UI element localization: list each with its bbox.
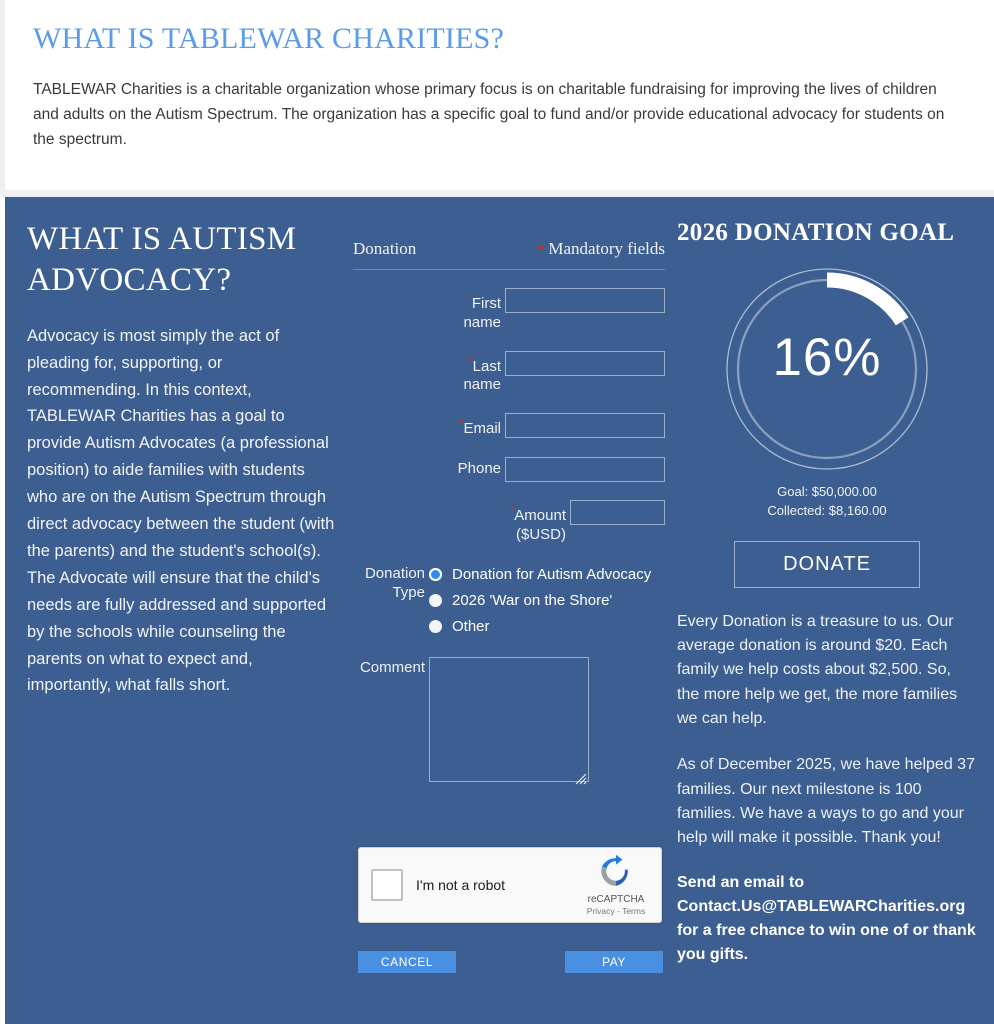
radio-option-war-on-the-shore[interactable] <box>429 592 651 609</box>
comment-textarea[interactable] <box>429 657 589 782</box>
first-name-label: *First name <box>463 291 501 331</box>
donation-panel <box>5 197 994 1024</box>
recaptcha-branding <box>579 854 661 916</box>
comment-label: Comment <box>359 659 425 677</box>
form-actions <box>358 951 663 973</box>
goal-paragraph-2: As of December 2025, we have helped 37 families. Our next milestone is 100 families. We have a ways to go and your help will make it possible. Thank you! <box>677 756 975 847</box>
advocacy-heading: WHAT IS AUTISM ADVOCACY? <box>27 221 297 298</box>
intro-paragraph: TABLEWAR Charities is a charitable organization whose primary focus is on charitable fundraising for improving the lives of children and adults on the Autism Spectrum. The organization has a specific goal to fund and/or provide educational advocacy for students on the spectrum. <box>33 80 945 148</box>
contact-email-paragraph: Send an email to Contact.Us@TABLEWARCharities.org for a free chance to win one of or thank you gifts. <box>677 873 976 964</box>
donation-type-group <box>353 564 665 635</box>
radio-unselected-icon[interactable] <box>429 594 442 607</box>
donation-form <box>353 239 665 969</box>
email-input[interactable] <box>505 413 665 438</box>
donation-progress-chart <box>677 265 977 473</box>
required-star-icon: * <box>467 353 473 368</box>
mandatory-note-label: Mandatory fields <box>548 239 665 258</box>
progress-percent-label: 16% <box>772 328 882 387</box>
goal-figures <box>677 483 977 521</box>
phone-input[interactable] <box>505 457 665 482</box>
mandatory-note <box>537 239 665 259</box>
required-star-icon: * <box>467 291 472 305</box>
goal-column <box>677 219 977 968</box>
field-row-email <box>353 413 665 439</box>
collected-amount-label: Collected: $8,160.00 <box>767 502 887 518</box>
first-name-input[interactable] <box>505 288 665 313</box>
radio-unselected-icon[interactable] <box>429 620 442 633</box>
amount-input[interactable] <box>570 500 665 525</box>
required-star-icon: * <box>509 502 515 517</box>
goal-heading: 2026 DONATION GOAL <box>677 219 955 246</box>
pay-button[interactable]: PAY <box>565 951 663 973</box>
advocacy-paragraph: Advocacy is most simply the act of pleading for, supporting, or recommending. In this context, TABLEWAR Charities has a goal to provide Autism Advocates (a professional position) to aide families with students who are on the Autism Spectrum through direct advocacy between the student (with the parents) and the student's school(s). The Advocate will ensure that the child's needs are fully addressed and supported by the schools while counseling the parents on what to expect and, importantly, what falls short. <box>27 326 335 695</box>
radio-option-other[interactable] <box>429 618 651 635</box>
last-name-label: *Last name <box>463 353 501 394</box>
radio-label-other: Other <box>452 618 490 636</box>
form-header-rule <box>353 269 665 270</box>
recaptcha-widget[interactable] <box>358 847 662 923</box>
goal-amount-label: Goal: $50,000.00 <box>777 484 877 499</box>
recaptcha-legal-links[interactable]: Privacy - Terms <box>586 906 646 916</box>
required-star-icon: * <box>458 416 464 430</box>
field-row-last-name <box>353 351 665 396</box>
phone-label: Phone <box>457 459 501 477</box>
required-star-icon: * <box>537 243 545 258</box>
email-label: *Email <box>458 416 501 437</box>
section-divider <box>0 190 994 197</box>
radio-option-advocacy[interactable] <box>429 566 651 583</box>
radio-label-war-on-the-shore: 2026 'War on the Shore' <box>452 592 613 610</box>
page-title: WHAT IS TABLEWAR CHARITIES? <box>33 22 505 55</box>
recaptcha-logo-icon <box>599 854 633 888</box>
intro-card <box>0 0 994 190</box>
donation-type-label: Donation Type <box>364 565 425 601</box>
recaptcha-brand-label: reCAPTCHA <box>587 894 645 905</box>
field-row-phone <box>353 457 665 482</box>
form-header <box>353 239 665 259</box>
radio-label-advocacy: Donation for Autism Advocacy <box>452 566 652 584</box>
comment-row <box>353 657 665 787</box>
radio-selected-icon[interactable] <box>429 568 442 581</box>
advocacy-column <box>27 219 339 699</box>
amount-label: *Amount ($USD) <box>509 502 566 543</box>
donate-button[interactable]: DONATE <box>734 541 920 588</box>
last-name-input[interactable] <box>505 351 665 376</box>
recaptcha-label: I'm not a robot <box>416 877 506 893</box>
form-heading: Donation <box>353 239 417 258</box>
recaptcha-checkbox[interactable] <box>371 869 403 901</box>
field-row-first-name <box>353 288 665 333</box>
goal-paragraph-1: Every Donation is a treasure to us. Our average donation is around $20. Each family we help costs about $2,500. So, the more help we get, the more families we can help. <box>677 612 958 727</box>
field-row-amount <box>353 500 665 545</box>
cancel-button[interactable]: CANCEL <box>358 951 456 973</box>
